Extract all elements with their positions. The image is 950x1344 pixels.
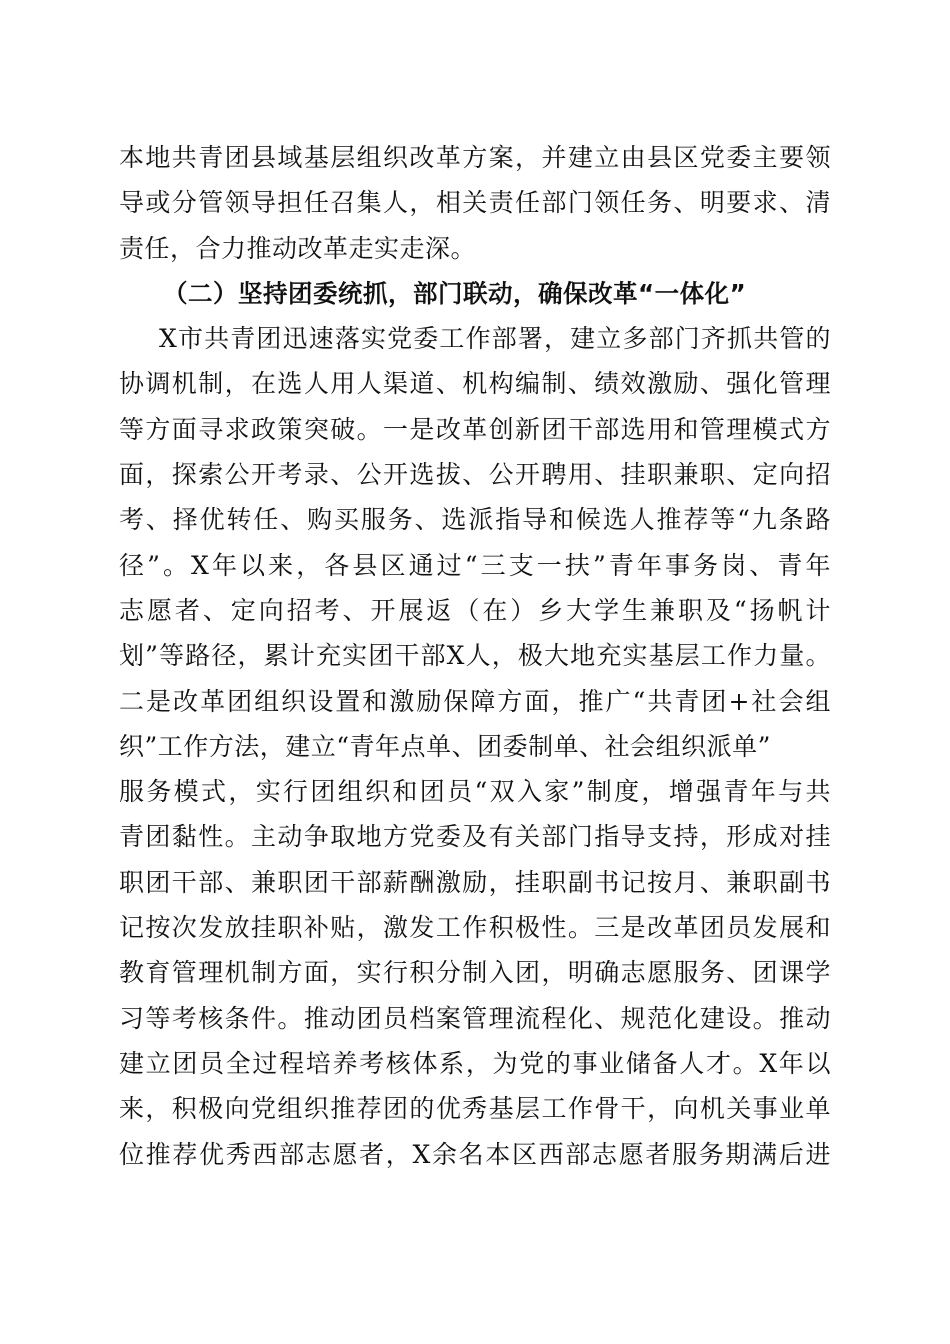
paragraph-line: 本地共青团县域基层组织改革方案，并建立由县区党委主要领 [119,143,831,172]
paragraph-line: 教育管理机制方面，实行积分制入团，明确志愿服务、团课学 [119,958,831,988]
paragraph-line: 来，积极向党组织推荐团的优秀基层工作骨干，向机关事业单 [119,1094,831,1124]
paragraph-line: 考、择优转任、购买服务、选派指导和候选人推荐等“九条路 [119,505,831,535]
paragraph-line: 记按次发放挂职补贴，激发工作积极性。三是改革团员发展和 [119,913,831,943]
paragraph-line: 建立团员全过程培养考核体系，为党的事业储备人才。X年以 [119,1048,831,1078]
paragraph-line: X市共青团迅速落实党委工作部署，建立多部门齐抓共管的 [159,324,831,354]
paragraph-line: 等方面寻求政策突破。一是改革创新团干部选用和管理模式方 [119,414,831,444]
paragraph-line: 划”等路径，累计充实团干部X人，极大地充实基层工作力量。 [119,641,831,671]
paragraph-line: 位推荐优秀西部志愿者，X余名本区西部志愿者服务期满后进 [119,1139,831,1169]
paragraph-line: 二是改革团组织设置和激励保障方面，推广“共青团+社会组 [119,686,831,716]
paragraph-line: 青团黏性。主动争取地方党委及有关部门指导支持，形成对挂 [119,822,831,852]
paragraph-line: 协调机制，在选人用人渠道、机构编制、绩效激励、强化管理 [119,369,831,399]
paragraph-line: 志愿者、定向招考、开展返（在）乡大学生兼职及“扬帆计 [119,595,831,625]
paragraph-line: 服务模式，实行团组织和团员“双入家”制度，增强青年与共 [119,777,831,807]
body-text [119,135,831,1177]
paragraph-line: 导或分管领导担任召集人，相关责任部门领任务、明要求、清 [119,188,831,218]
paragraph-line: 习等考核条件。推动团员档案管理流程化、规范化建设。推动 [119,1003,831,1033]
paragraph-line: 面，探索公开考录、公开选拔、公开聘用、挂职兼职、定向招 [119,460,831,490]
section-heading: （二）坚持团委统抓，部门联动，确保改革“一体化” [163,278,747,308]
paragraph-line: 责任，合力推动改革走实走深。 [119,233,477,263]
paragraph-line: 职团干部、兼职团干部薪酬激励，挂职副书记按月、兼职副书 [119,867,831,897]
paragraph-line: 织”工作方法，建立“青年点单、团委制单、社会组织派单” [119,731,771,761]
paragraph-line: 径”。X年以来，各县区通过“三支一扶”青年事务岗、青年 [119,550,831,580]
